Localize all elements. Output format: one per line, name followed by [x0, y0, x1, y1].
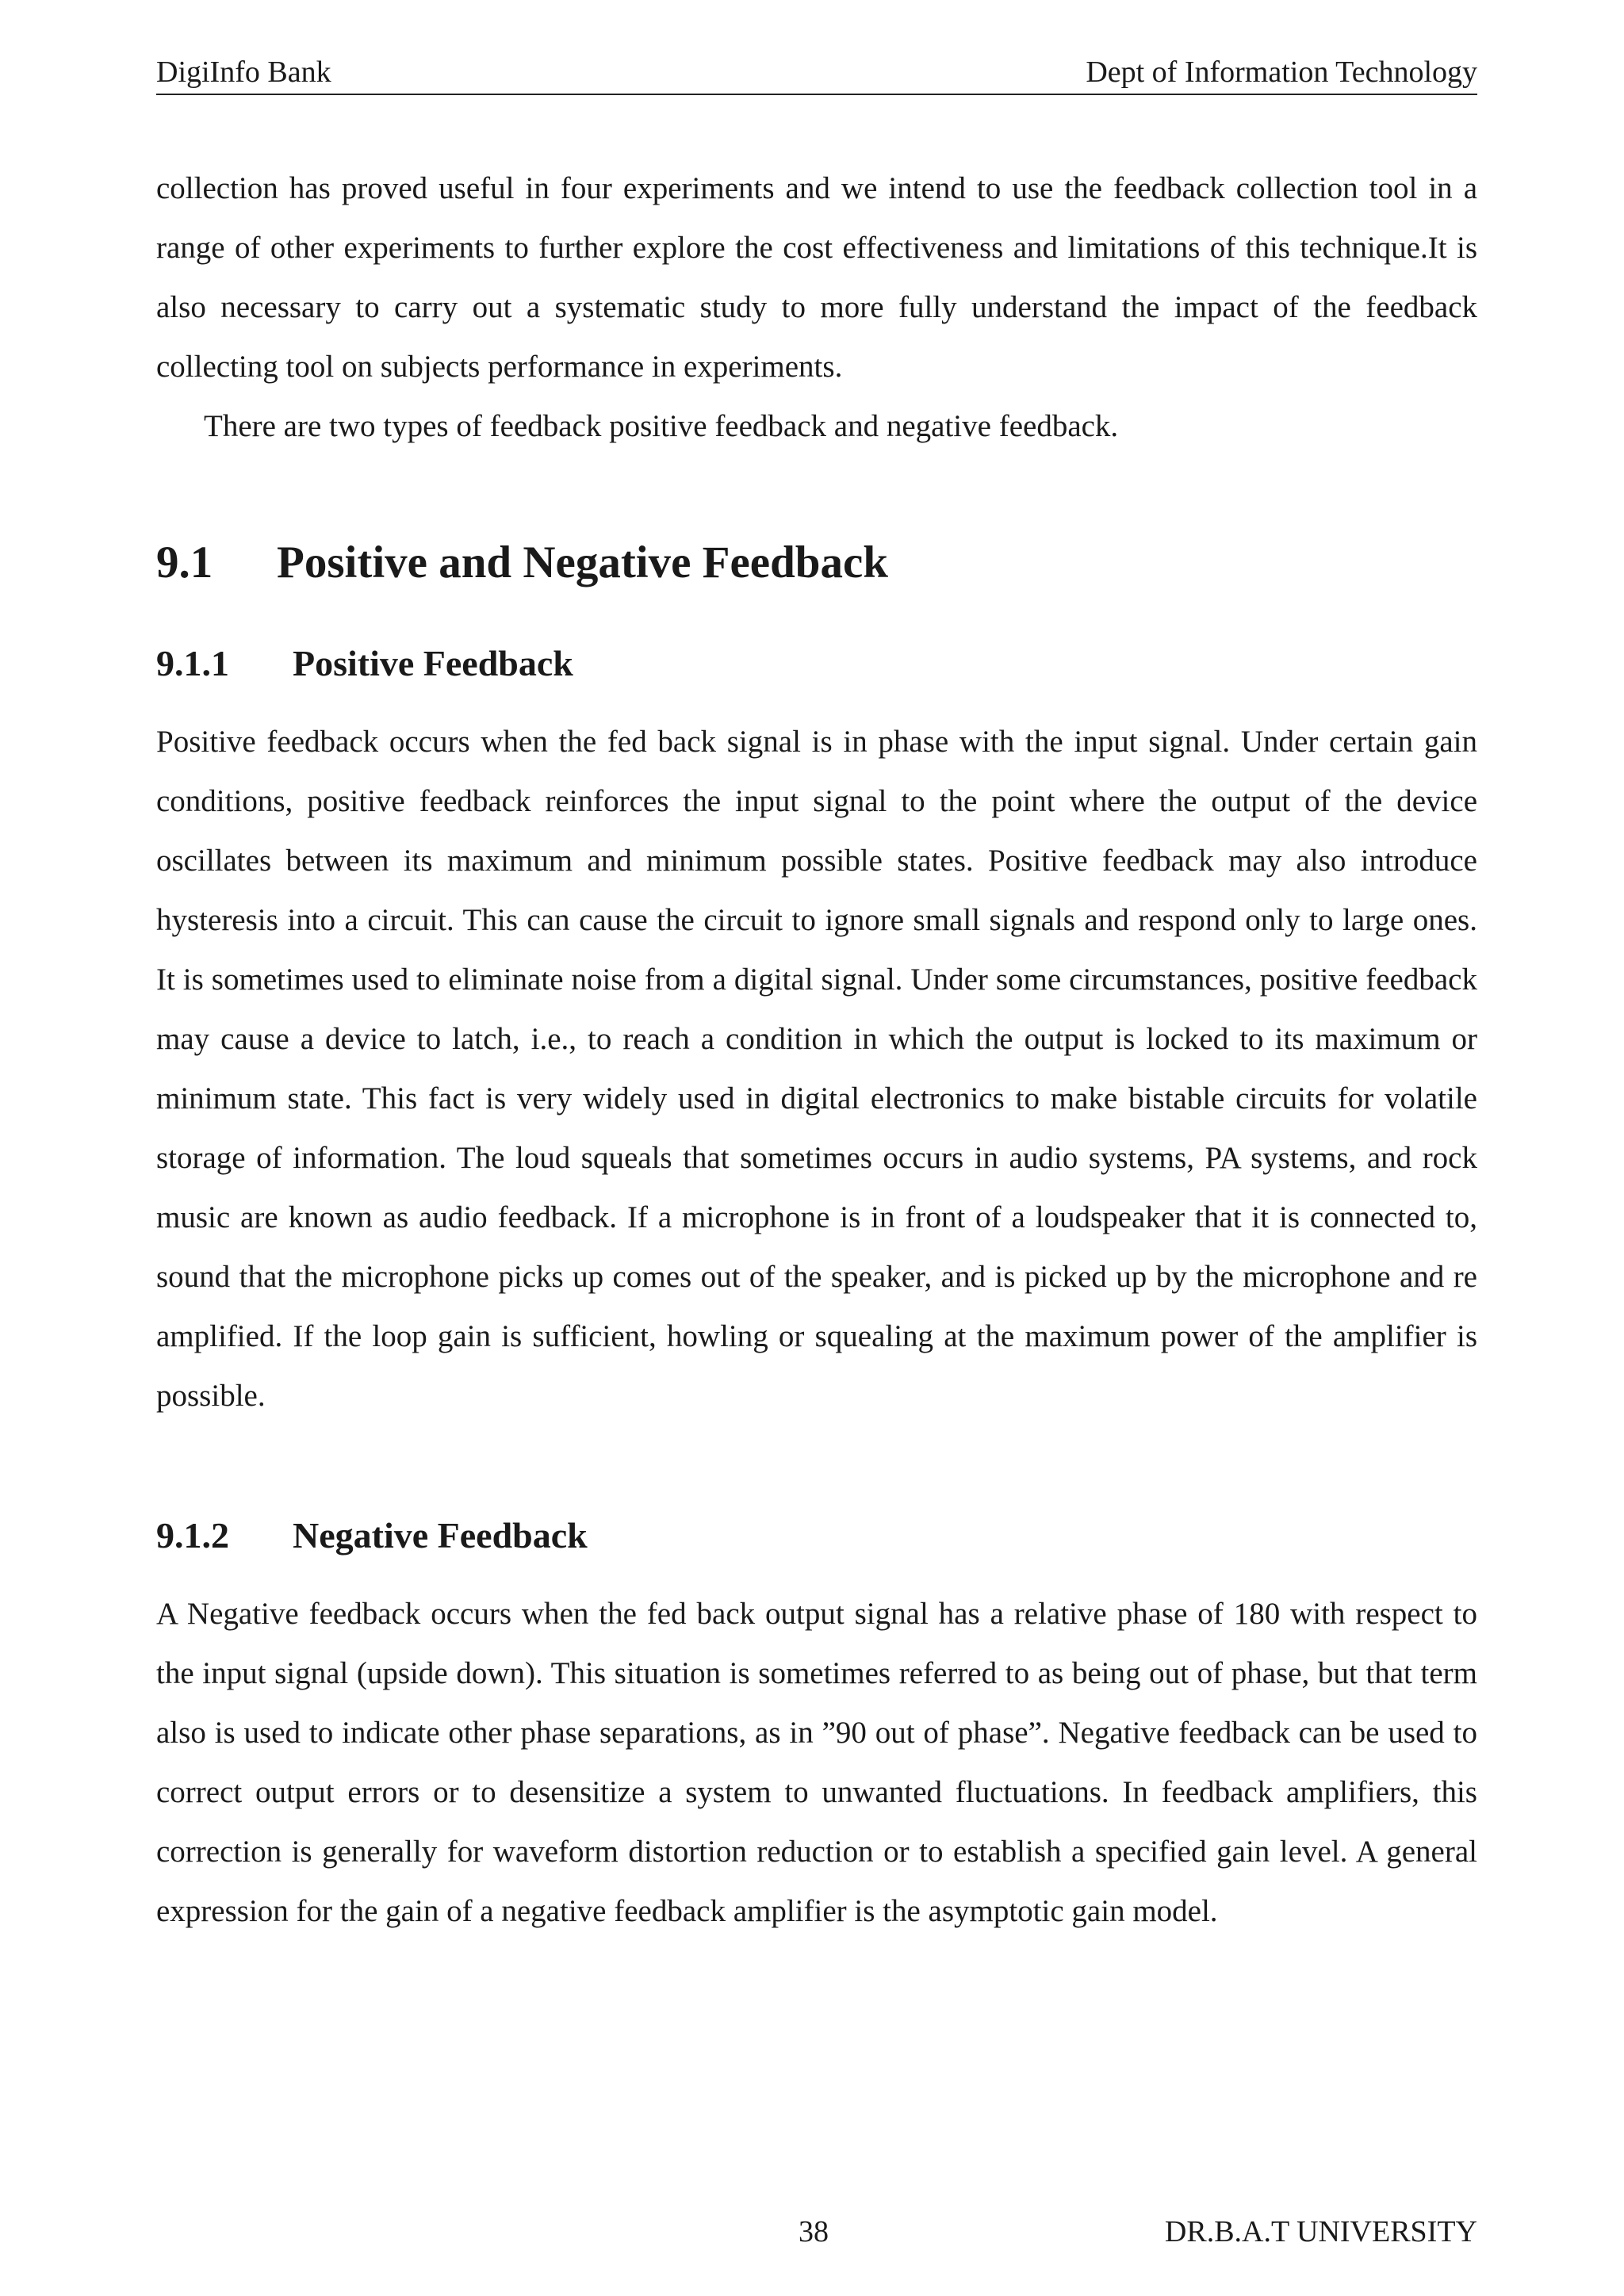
positive-feedback-number: 9.1.1 — [156, 643, 229, 683]
intro-types-paragraph: There are two types of feedback positive feedback and negative feedback. — [204, 409, 1119, 443]
running-header — [156, 52, 1477, 95]
page-number: 38 — [799, 2215, 829, 2248]
section-number: 9.1 — [156, 538, 213, 587]
intro-paragraph: collection has proved useful in four experiments and we intend to use the feedback collection tool in a range of other experiments to further explore the cost effectiveness and limitations of this technique.It is also necessary to carry out a systematic study to more fully understand the impact of the feedback collecting tool on subjects performance in experiments. — [156, 171, 1477, 384]
section-heading — [156, 531, 1477, 595]
negative-feedback-paragraph: A Negative feedback occurs when the fed back output signal has a relative phase of 180 with respect to the input signal (upside down). This situation is sometimes referred to as being out of phase, but that term also is used to indicate other phase separations, as in ”90 out of phase”. Negative feedback can be used to correct output errors or to desensitize a system to unwanted fluctuations. In feedback amplifiers, this correction is generally for waveform distortion reduction or to establish a specified gain level. A general expression for the gain of a negative feedback amplifier is the asymptotic gain model. — [156, 1597, 1477, 1928]
negative-feedback-number: 9.1.2 — [156, 1515, 229, 1556]
negative-feedback-title: Negative Feedback — [293, 1515, 588, 1556]
page-footer — [156, 2212, 1477, 2252]
positive-feedback-title: Positive Feedback — [293, 643, 573, 683]
page-content — [156, 159, 1477, 1941]
positive-feedback-paragraph: Positive feedback occurs when the fed back signal is in phase with the input signal. Under certain gain conditions, positive feedback reinforces the input signal to the point where the output of the device oscillates between its maximum and minimum possible states. Positive feedback may also introduce hysteresis into a circuit. This can cause the circuit to ignore small signals and respond only to large ones. It is sometimes used to eliminate noise from a digital signal. Under some circumstances, positive feedback may cause a device to latch, i.e., to reach a condition in which the output is locked to its maximum or minimum state. This fact is very widely used in digital electronics to make bistable circuits for volatile storage of information. The loud squeals that sometimes occurs in audio systems, PA systems, and rock music are known as audio feedback. If a microphone is in front of a loudspeaker that it is connected to, sound that the microphone picks up comes out of the speaker, and is picked up by the microphone and re amplified. If the loop gain is sufficient, howling or squealing at the maximum power of the amplifier is possible. — [156, 725, 1477, 1413]
positive-feedback-heading — [156, 636, 1477, 691]
negative-feedback-heading — [156, 1508, 1477, 1563]
header-right-title: Dept of Information Technology — [1086, 55, 1477, 89]
footer-university: DR.B.A.T UNIVERSITY — [1164, 2215, 1477, 2248]
section-title: Positive and Negative Feedback — [277, 538, 889, 587]
header-left-title: DigiInfo Bank — [156, 55, 331, 89]
